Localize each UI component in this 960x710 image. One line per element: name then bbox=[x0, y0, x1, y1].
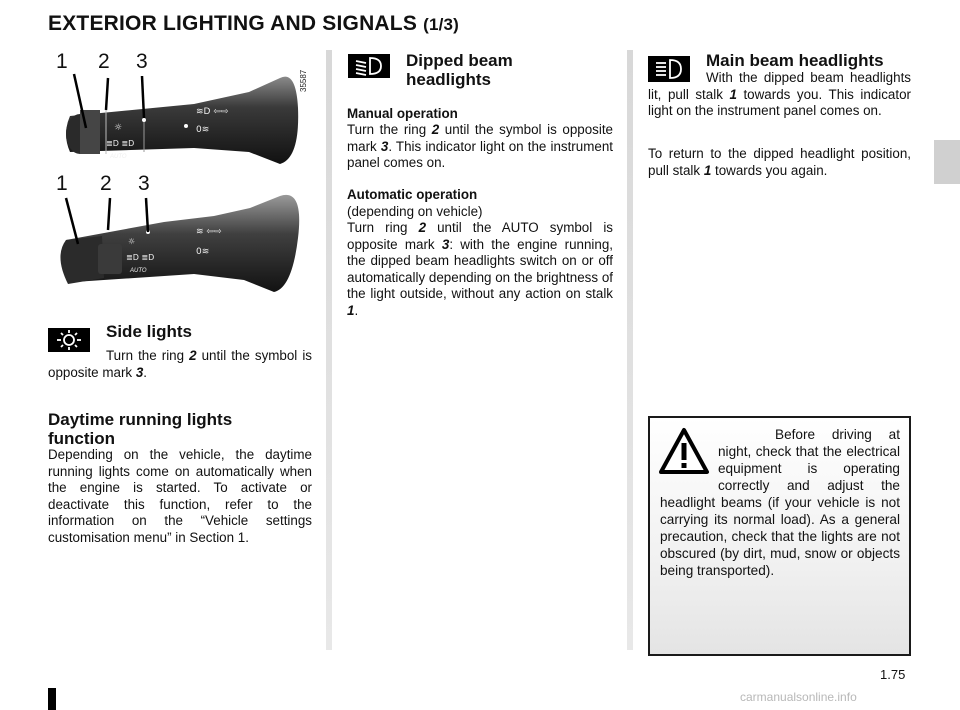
stalk-illustration bbox=[44, 48, 320, 304]
svg-text:≣D ≣D: ≣D ≣D bbox=[106, 139, 135, 148]
svg-text:☼: ☼ bbox=[128, 237, 136, 246]
callout-2-bottom: 2 bbox=[100, 172, 112, 195]
column-divider-left bbox=[326, 50, 332, 650]
page-title bbox=[48, 12, 459, 36]
text-run: : with the engine running, the dipped beam headlights switch on or off automatically depending on the brightness of the light outside, without any action on stalk bbox=[347, 236, 613, 301]
main-beam-heading: Main beam headlights bbox=[706, 51, 884, 70]
watermark: carmanualsonline.info bbox=[740, 690, 857, 704]
svg-text:☼: ☼ bbox=[114, 123, 123, 133]
daytime-heading: Daytime running lights function bbox=[48, 410, 233, 448]
side-lights-text bbox=[48, 348, 312, 381]
svg-text:0≋: 0≋ bbox=[196, 125, 210, 135]
image-ref: 35587 bbox=[299, 69, 308, 92]
title-text: EXTERIOR LIGHTING AND SIGNALS bbox=[48, 12, 418, 35]
automatic-operation-heading: Automatic operation bbox=[347, 187, 478, 202]
ring-number: 2 bbox=[418, 220, 427, 235]
text-run: until the symbol is opposite mark bbox=[48, 348, 312, 380]
manual-operation-text bbox=[347, 122, 613, 172]
text-run: Turn ring bbox=[347, 220, 419, 235]
column-divider-right bbox=[627, 50, 633, 650]
text-run: To return to the dipped headlight position, pull stalk bbox=[648, 146, 911, 178]
dipped-beam-icon bbox=[348, 54, 390, 78]
warning-icon-spacer bbox=[660, 426, 718, 492]
warning-box bbox=[648, 416, 911, 656]
text-run: . bbox=[143, 364, 148, 380]
main-beam-text-1 bbox=[648, 70, 911, 120]
text-run: . This indicator light on the instrument panel comes on. bbox=[347, 138, 613, 170]
svg-text:0≋: 0≋ bbox=[196, 247, 210, 257]
daytime-body: Depending on the vehicle, the daytime running lights come on automatically when the engine is started. To activate or deactivate this function, refer to the information on the “Vehicle settings customisation menu” in Section 1. bbox=[48, 447, 312, 545]
stalk-figure bbox=[44, 48, 320, 304]
main-beam-text-2 bbox=[648, 146, 911, 179]
text-run: towards you. This indicator light on the instrument panel comes on. bbox=[648, 86, 912, 118]
text-run: Turn the ring bbox=[106, 348, 190, 363]
page-marker bbox=[48, 688, 56, 710]
automatic-operation-text bbox=[347, 220, 613, 319]
stalk-number: 1 bbox=[729, 86, 737, 102]
automatic-operation-subtitle: (depending on vehicle) bbox=[347, 204, 483, 219]
manual-operation-heading: Manual operation bbox=[347, 106, 458, 121]
ring-number: 2 bbox=[189, 348, 197, 363]
callout-1-bottom: 1 bbox=[56, 172, 68, 195]
callout-1-top: 1 bbox=[56, 50, 68, 73]
svg-text:≣D ≣D: ≣D ≣D bbox=[126, 253, 155, 262]
text-run: With the dipped beam headlights lit, pull stalk bbox=[648, 70, 911, 102]
callout-2-top: 2 bbox=[98, 50, 110, 73]
mark-number: 3 bbox=[380, 138, 389, 154]
stalk-auto-label-bottom: AUTO bbox=[130, 268, 147, 274]
text-run: . bbox=[354, 302, 359, 318]
title-part: (1/3) bbox=[423, 15, 460, 34]
dipped-beam-heading: Dipped beam headlights bbox=[406, 51, 513, 89]
callout-3-bottom: 3 bbox=[138, 172, 150, 195]
callout-3-top: 3 bbox=[136, 50, 148, 73]
side-lights-heading: Side lights bbox=[106, 322, 192, 341]
warning-text: Before driving at night, check that the electrical equipment is operating correctly and adjust the headlight beams (if your vehicle is not carrying its normal load). As a general precaution, check that the lights are not obscured (by dirt, mud, snow or objects being transported). bbox=[660, 427, 900, 578]
mark-number: 3 bbox=[441, 236, 450, 252]
page-number: 1.75 bbox=[880, 667, 906, 682]
svg-text:≋ ⇦⇨: ≋ ⇦⇨ bbox=[196, 227, 222, 237]
ring-number: 2 bbox=[431, 122, 440, 137]
mark-number: 3 bbox=[135, 364, 144, 380]
text-run: Turn the ring bbox=[347, 122, 432, 137]
section-tab bbox=[934, 140, 960, 184]
text-run: towards you again. bbox=[711, 162, 828, 178]
stalk-auto-label-top: AUTO bbox=[110, 154, 127, 160]
svg-text:≋D ⇦⇨: ≋D ⇦⇨ bbox=[196, 107, 229, 117]
stalk-number: 1 bbox=[703, 162, 712, 178]
stalk-number: 1 bbox=[347, 302, 355, 318]
text-run: until the AUTO symbol is opposite mark bbox=[347, 220, 613, 252]
text-run: until the symbol is opposite mark bbox=[347, 122, 613, 154]
